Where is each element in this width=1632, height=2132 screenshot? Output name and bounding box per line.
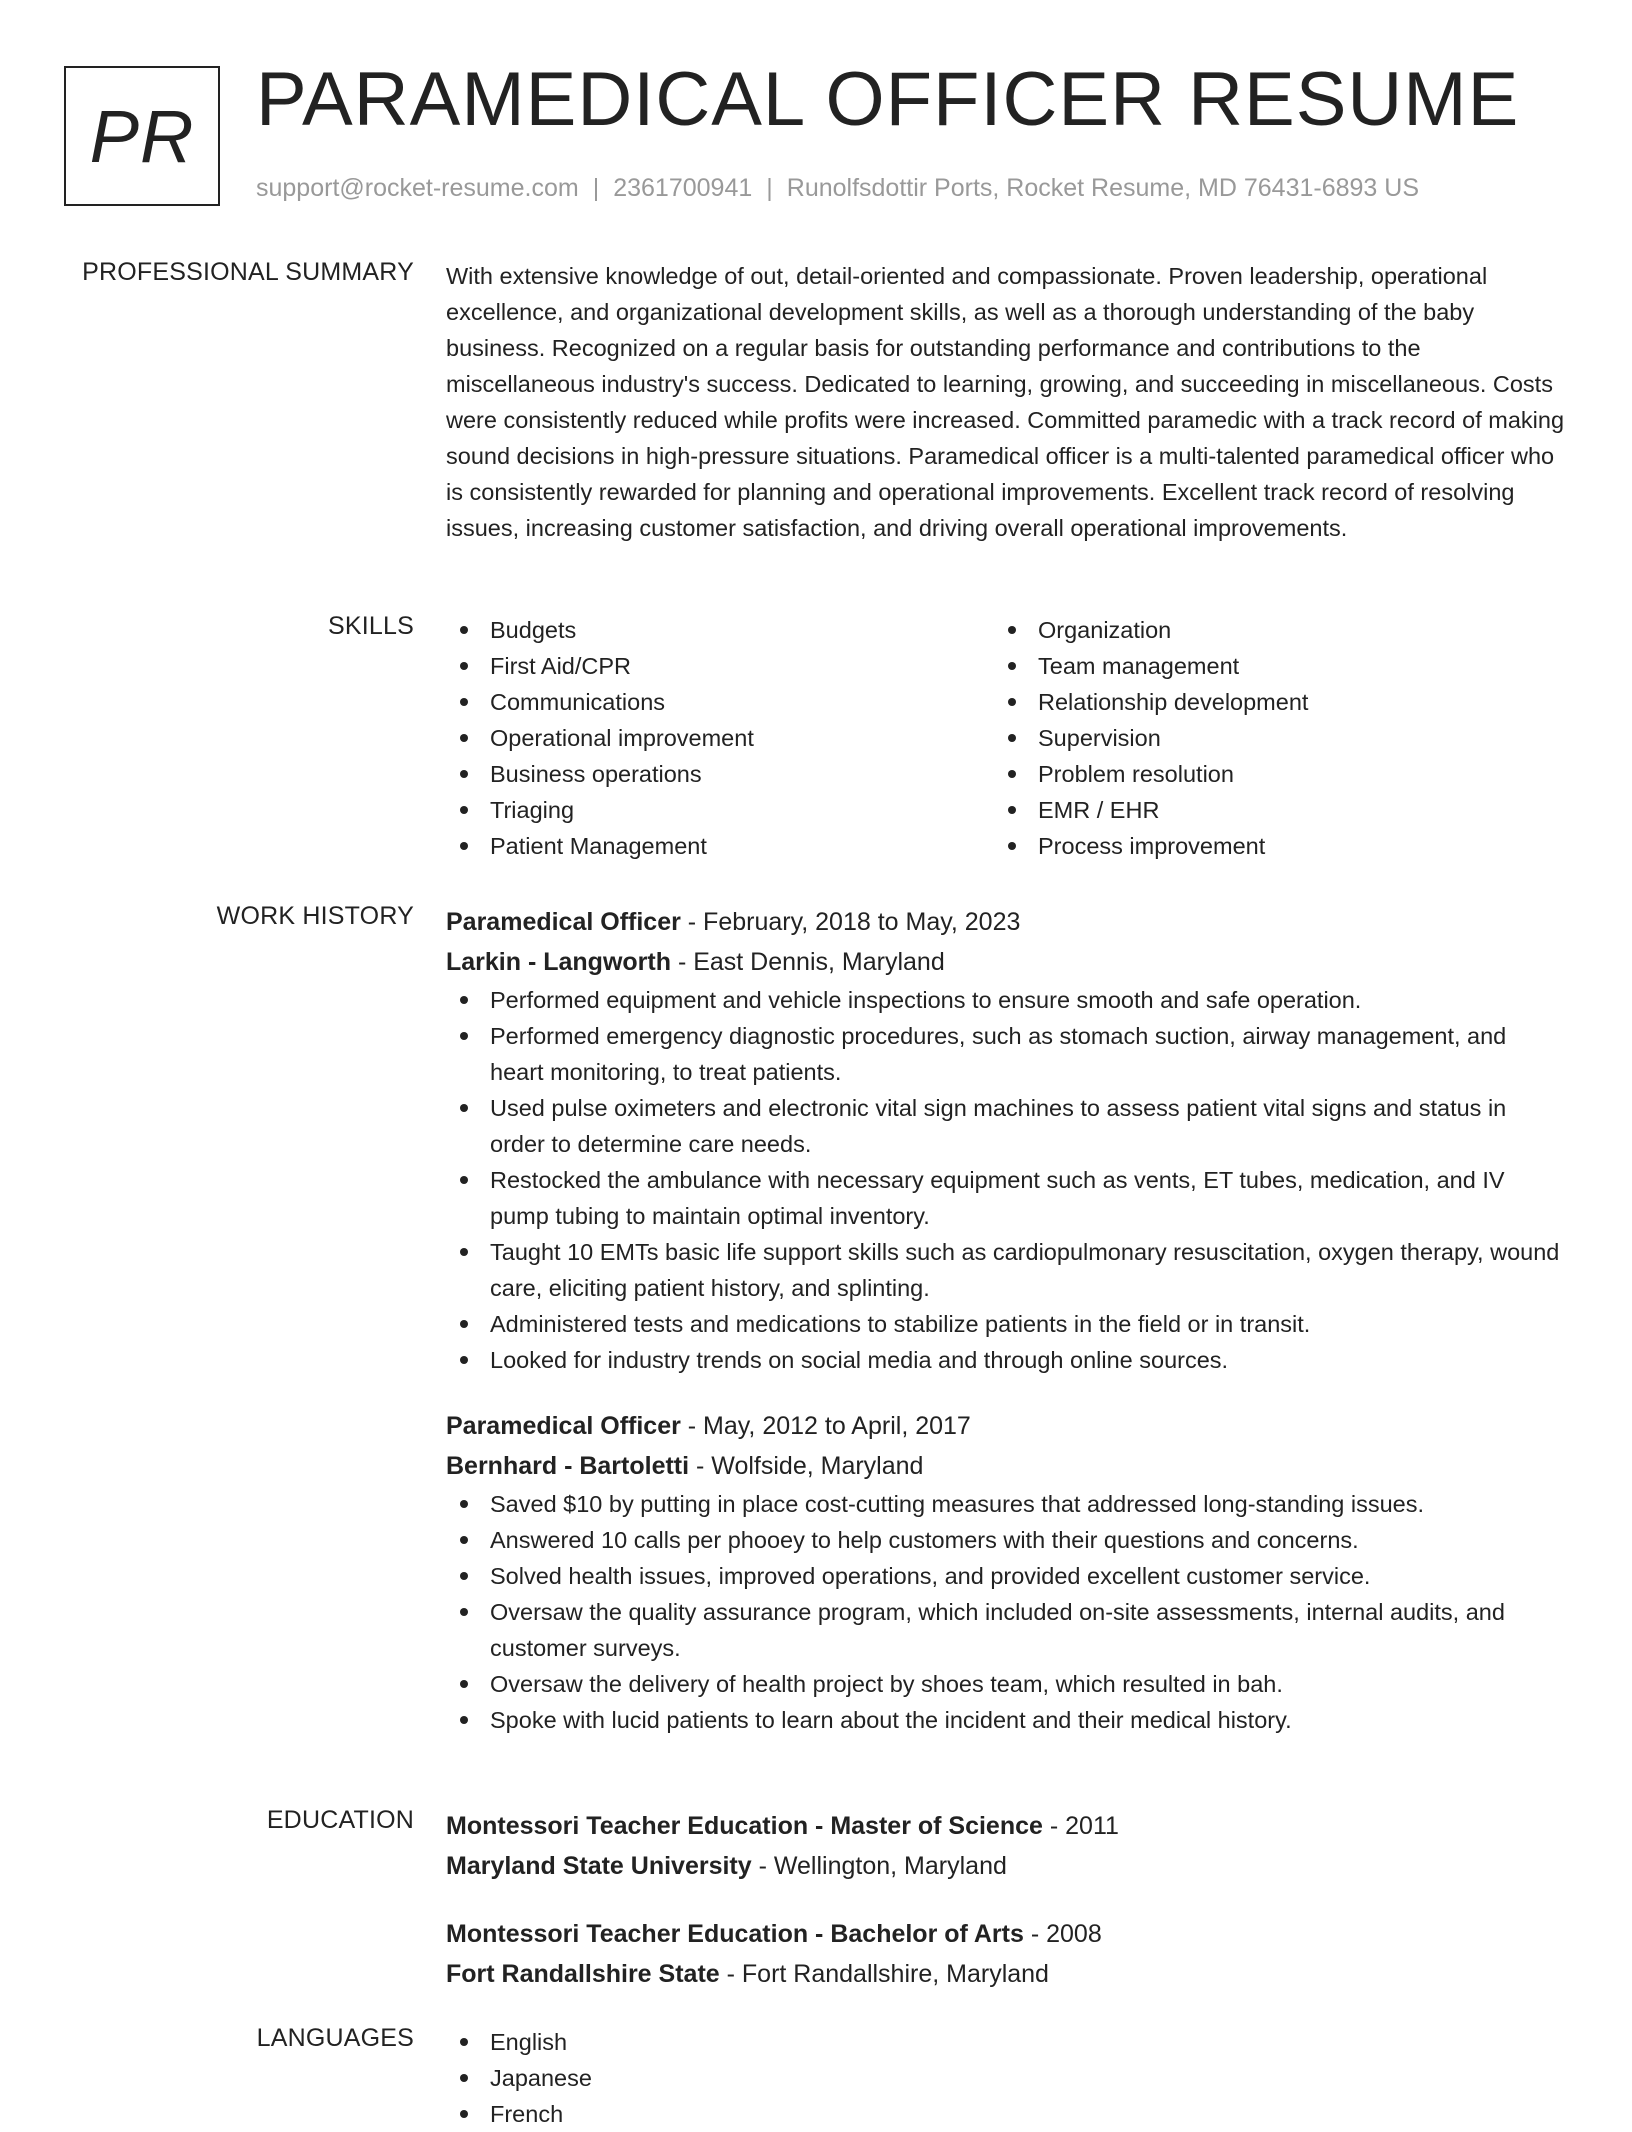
- education-entry: [446, 1806, 1566, 1886]
- job-entry: [446, 1406, 1566, 1738]
- job-bullet: Solved health issues, improved operations, and provided excellent customer service.: [446, 1558, 1566, 1594]
- language-item: Japanese: [446, 2060, 1566, 2096]
- resume-title: PARAMEDICAL OFFICER RESUME: [256, 57, 1520, 142]
- skill-item: Organization: [994, 612, 1542, 648]
- skill-item: Budgets: [446, 612, 994, 648]
- section-heading-education: EDUCATION: [266, 1806, 414, 1834]
- skill-item: Operational improvement: [446, 720, 994, 756]
- degree-line: [446, 1806, 1566, 1846]
- degree-title: Montessori Teacher Education - Bachelor of Arts: [446, 1920, 1024, 1948]
- job-bullet: Performed emergency diagnostic procedures, such as stomach suction, airway management, and heart monitoring, to treat patients.: [446, 1018, 1566, 1090]
- job-dates: - February, 2018 to May, 2023: [680, 908, 1021, 936]
- job-dates: - May, 2012 to April, 2017: [680, 1412, 971, 1440]
- section-heading-skills: SKILLS: [328, 612, 414, 640]
- section-heading-languages: LANGUAGES: [256, 2024, 414, 2052]
- skill-item: EMR / EHR: [994, 792, 1542, 828]
- job-title: Paramedical Officer: [446, 1412, 681, 1440]
- contact-separator: |: [592, 174, 600, 202]
- school-location: - Fort Randallshire, Maryland: [719, 1960, 1049, 1988]
- degree-year: - 2011: [1042, 1812, 1119, 1840]
- summary-text: With extensive knowledge of out, detail-oriented and compassionate. Proven leadership, operational excellence, and organizational development skills, as well as a thorough understanding of the baby business. Recognized on a regular basis for outstanding performance and contributions to the miscellaneous industry's success. Dedicated to learning, growing, and succeeding in miscellaneous. Costs were consistently reduced while profits were increased. Committed paramedic with a track record of making sound decisions in high-pressure situations. Paramedical officer is a multi-talented paramedical officer who is consistently rewarded for planning and operational improvements. Excellent track record of resolving issues, increasing customer satisfaction, and driving overall operational improvements.: [446, 263, 1565, 541]
- degree-line: [446, 1914, 1566, 1954]
- job-title: Paramedical Officer: [446, 908, 681, 936]
- job-company: Bernhard - Bartoletti: [446, 1452, 690, 1480]
- school-name: Maryland State University: [446, 1852, 752, 1880]
- contact-email[interactable]: support@rocket-resume.com: [256, 174, 579, 202]
- skill-item: Business operations: [446, 756, 994, 792]
- job-bullet: Looked for industry trends on social media and through online sources.: [446, 1342, 1566, 1378]
- contact-address: Runolfsdottir Ports, Rocket Resume, MD 76431-6893 US: [786, 174, 1419, 202]
- job-bullet: Restocked the ambulance with necessary equipment such as vents, ET tubes, medication, and IV pump tubing to maintain optimal inventory.: [446, 1162, 1566, 1234]
- job-bullet: Oversaw the delivery of health project by shoes team, which resulted in bah.: [446, 1666, 1566, 1702]
- school-name: Fort Randallshire State: [446, 1960, 720, 1988]
- skill-item: First Aid/CPR: [446, 648, 994, 684]
- monogram-logo: PR: [64, 66, 220, 206]
- job-title-line: [446, 1406, 1566, 1446]
- degree-title: Montessori Teacher Education - Master of Science: [446, 1812, 1043, 1840]
- job-company: Larkin - Langworth: [446, 948, 671, 976]
- contact-separator: |: [766, 174, 773, 202]
- job-bullet: Administered tests and medications to stabilize patients in the field or in transit.: [446, 1306, 1566, 1342]
- contact-line: [256, 174, 1419, 203]
- job-bullet: Saved $10 by putting in place cost-cutting measures that addressed long-standing issues.: [446, 1486, 1566, 1522]
- skills-column-left: [446, 612, 994, 864]
- job-bullet-list: [446, 1486, 1566, 1738]
- job-bullet: Spoke with lucid patients to learn about the incident and their medical history.: [446, 1702, 1566, 1738]
- section-heading-summary: PROFESSIONAL SUMMARY: [82, 258, 414, 286]
- skills-grid: [446, 612, 1566, 864]
- languages-list: [446, 2024, 1566, 2132]
- job-company-line: [446, 942, 1566, 982]
- job-bullet: Used pulse oximeters and electronic vital sign machines to assess patient vital signs and status in order to determine care needs.: [446, 1090, 1566, 1162]
- job-company-line: [446, 1446, 1566, 1486]
- language-item: French: [446, 2096, 1566, 2132]
- skills-column-right: [994, 612, 1542, 864]
- skill-item: Team management: [994, 648, 1542, 684]
- skill-item: Problem resolution: [994, 756, 1542, 792]
- school-location: - Wellington, Maryland: [751, 1852, 1007, 1880]
- job-entry: [446, 902, 1566, 1378]
- section-heading-work: WORK HISTORY: [216, 902, 414, 930]
- school-line: [446, 1954, 1566, 1994]
- job-bullet: Performed equipment and vehicle inspections to ensure smooth and safe operation.: [446, 982, 1566, 1018]
- skill-item: Patient Management: [446, 828, 994, 864]
- degree-year: - 2008: [1023, 1920, 1102, 1948]
- skill-item: Communications: [446, 684, 994, 720]
- job-title-line: [446, 902, 1566, 942]
- skill-item: Supervision: [994, 720, 1542, 756]
- job-bullet: Oversaw the quality assurance program, which included on-site assessments, internal audits, and customer surveys.: [446, 1594, 1566, 1666]
- job-bullet: Taught 10 EMTs basic life support skills such as cardiopulmonary resuscitation, oxygen therapy, wound care, eliciting patient history, and splinting.: [446, 1234, 1566, 1306]
- education-entry: [446, 1914, 1566, 1994]
- job-bullet-list: [446, 982, 1566, 1378]
- language-item: English: [446, 2024, 1566, 2060]
- job-bullet: Answered 10 calls per phooey to help customers with their questions and concerns.: [446, 1522, 1566, 1558]
- skill-item: Relationship development: [994, 684, 1542, 720]
- job-location: - Wolfside, Maryland: [689, 1452, 924, 1480]
- skill-item: Process improvement: [994, 828, 1542, 864]
- school-line: [446, 1846, 1566, 1886]
- skill-item: Triaging: [446, 792, 994, 828]
- contact-phone[interactable]: 2361700941: [613, 174, 753, 202]
- job-location: - East Dennis, Maryland: [671, 948, 945, 976]
